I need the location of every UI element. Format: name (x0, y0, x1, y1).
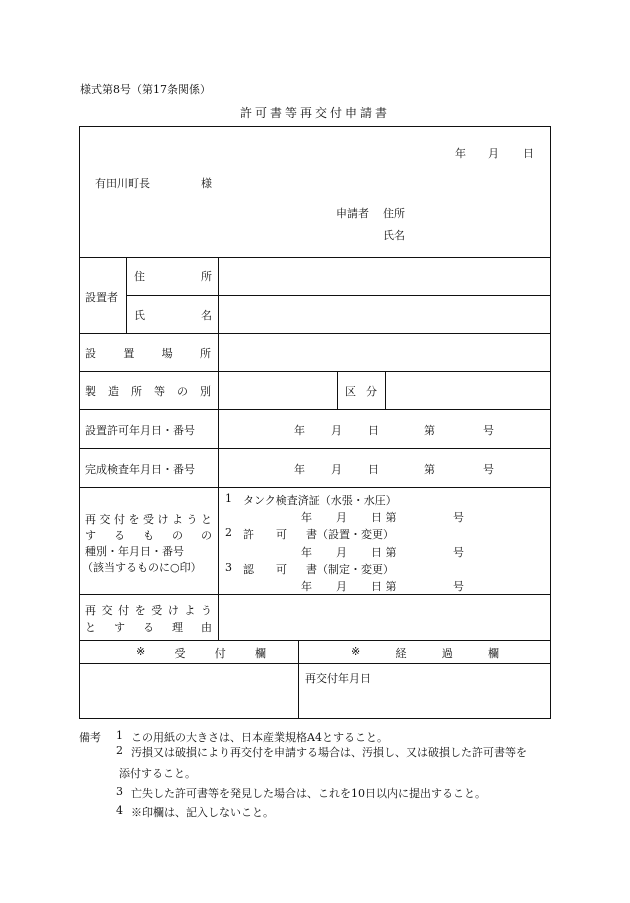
reissue-item-3-text-b: 可 (276, 563, 287, 576)
reissue-reason-label-line1: 再 交 付 を 受 け よ う (85, 604, 212, 617)
reception-column-header: ※ 受 付 欄 (136, 645, 266, 660)
date-day-label: 日 (523, 147, 534, 160)
note-4-number: 4 (116, 804, 123, 817)
note-2-text: 汚損又は破損により再交付を申請する場合は、汚損し、又は破損した許可書等を (131, 746, 527, 759)
note-2-number: 2 (116, 744, 123, 757)
note-2-continuation: 添付すること。 (119, 767, 196, 780)
reissue-item-2-text-c: 書（設置・変更） (306, 528, 394, 541)
reissue-reason-label-line2: と す る 理 由 (85, 621, 212, 634)
progress-column-header: ※ 経 過 欄 (351, 645, 499, 660)
permit-year: 年 (294, 424, 305, 437)
reissue-item-3-year: 年 (301, 580, 312, 593)
permit-no-prefix: 第 (424, 424, 435, 437)
installer-label: 設置者 (85, 291, 118, 304)
permit-month: 月 (331, 424, 342, 437)
facility-type-label: 製 造 所 等 の 別 (85, 385, 211, 398)
reissue-label-line3: 種別・年月日・番号 (85, 545, 184, 558)
inspection-no-suffix: 号 (483, 463, 494, 476)
column-divider (337, 371, 338, 409)
row-divider (80, 594, 550, 595)
permit-day: 日 (368, 424, 379, 437)
row-divider (80, 409, 550, 410)
installation-location-label: 設 置 場 所 (85, 347, 211, 360)
reissue-label-line4: （該当するものに○印） (82, 561, 202, 574)
row-divider (80, 487, 550, 488)
row-divider (80, 448, 550, 449)
row-divider (80, 640, 550, 641)
inspection-month: 月 (331, 463, 342, 476)
note-1-number: 1 (116, 729, 123, 742)
date-month-label: 月 (488, 147, 499, 160)
installer-address-label: 住 所 (134, 270, 212, 283)
category-label: 区 分 (345, 385, 377, 398)
reissue-date-label: 再交付年月日 (305, 672, 371, 685)
row-divider (80, 333, 550, 334)
reissue-item-3-month: 月 (336, 580, 347, 593)
permit-no-suffix: 号 (483, 424, 494, 437)
inspection-day: 日 (368, 463, 379, 476)
permit-date-number-label: 設置許可年月日・番号 (85, 424, 195, 437)
row-divider (80, 257, 550, 258)
reissue-item-1-text: タンク検査済証（水張・水圧） (243, 494, 397, 507)
reissue-label-line1: 再 交 付 を 受 け よ う と (85, 513, 212, 526)
reissue-item-3-number: 3 (225, 561, 232, 574)
row-divider (80, 371, 550, 372)
column-divider (298, 640, 299, 719)
note-4-text: ※印欄は、記入しないこと。 (131, 806, 274, 819)
reissue-item-3-text-a: 認 (243, 563, 254, 576)
column-divider (218, 257, 219, 640)
document-title: 許可書等再交付申請書 (239, 106, 390, 120)
reissue-item-2-text-a: 許 (243, 528, 254, 541)
reissue-item-2-no-suffix: 号 (453, 546, 464, 559)
installer-name-label: 氏 名 (134, 309, 212, 322)
applicant-address-label: 住所 (383, 207, 405, 220)
note-3-text: 亡失した許可書等を発見した場合は、これを10日以内に提出すること。 (131, 787, 486, 800)
notes-label: 備考 (79, 731, 101, 744)
inspection-year: 年 (294, 463, 305, 476)
reissue-label-line2: す る も の の (85, 529, 212, 542)
reissue-item-1-month: 月 (336, 511, 347, 524)
reissue-item-1-number: 1 (225, 492, 232, 505)
reissue-item-2-number: 2 (225, 526, 232, 539)
row-divider (80, 663, 550, 664)
applicant-name-label: 氏名 (383, 229, 405, 242)
reissue-item-2-text-b: 可 (276, 528, 287, 541)
reissue-item-3-text-c: 書（制定・変更） (306, 563, 394, 576)
reissue-item-2-month: 月 (336, 546, 347, 559)
form-number-label: 様式第8号（第17条関係） (80, 83, 211, 96)
reissue-item-3-day-no: 日 第 (371, 580, 397, 593)
reissue-item-2-year: 年 (301, 546, 312, 559)
date-year-label: 年 (455, 147, 466, 160)
note-3-number: 3 (116, 785, 123, 798)
column-divider (126, 257, 127, 333)
honorific: 様 (201, 177, 212, 190)
reissue-item-2-day-no: 日 第 (371, 546, 397, 559)
reissue-item-1-year: 年 (301, 511, 312, 524)
reissue-item-1-no-suffix: 号 (453, 511, 464, 524)
inspection-no-prefix: 第 (424, 463, 435, 476)
applicant-label: 申請者 (336, 207, 369, 220)
reissue-item-3-no-suffix: 号 (453, 580, 464, 593)
reissue-item-1-day-no: 日 第 (371, 511, 397, 524)
column-divider (385, 371, 386, 409)
row-divider (126, 295, 550, 296)
note-1-text: この用紙の大きさは、日本産業規格A4とすること。 (131, 731, 388, 744)
inspection-date-number-label: 完成検査年月日・番号 (85, 463, 195, 476)
addressee: 有田川町長 (95, 177, 150, 190)
